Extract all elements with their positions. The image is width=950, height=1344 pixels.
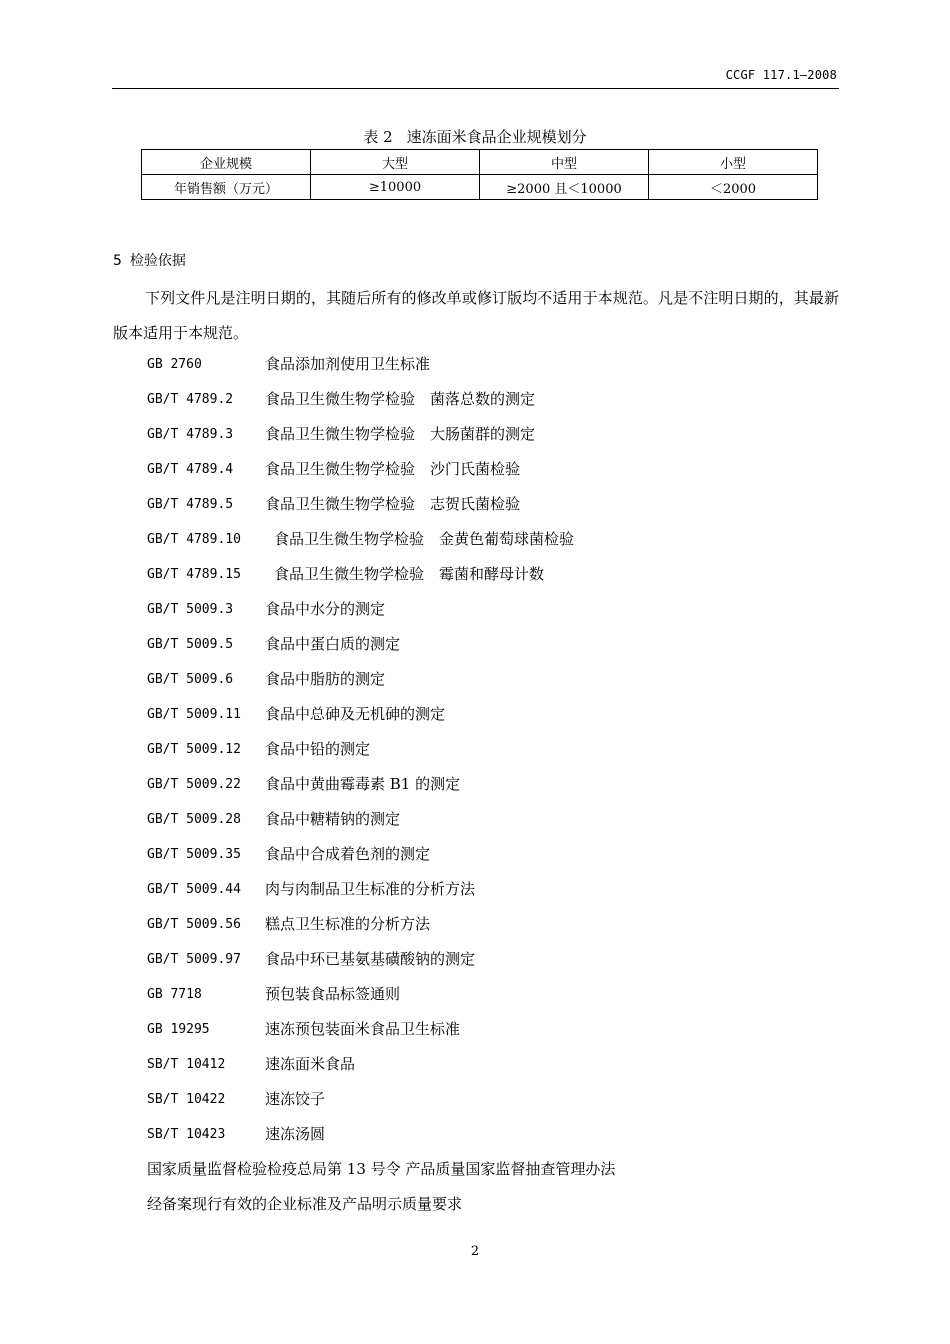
reference-title: 食品中脂肪的测定 — [265, 670, 386, 688]
reference-item — [147, 522, 615, 557]
reference-item — [147, 627, 615, 662]
table-cell: ≥10000 — [311, 175, 480, 200]
reference-item — [147, 382, 615, 417]
reference-item — [147, 452, 615, 487]
reference-item — [147, 767, 615, 802]
reference-title: 食品卫生微生物学检验 沙门氏菌检验 — [265, 460, 521, 478]
reference-title: 食品添加剂使用卫生标准 — [265, 355, 431, 373]
reference-title: 食品卫生微生物学检验 菌落总数的测定 — [265, 390, 536, 408]
table-header-cell: 大型 — [311, 150, 480, 175]
table-caption: 速冻面米食品企业规模划分 — [406, 128, 587, 146]
table-cell: 年销售额（万元） — [142, 175, 311, 200]
section-number: 5 — [113, 253, 122, 269]
reference-code: GB/T 5009.28 — [147, 812, 241, 827]
reference-title: 食品卫生微生物学检验 志贺氏菌检验 — [265, 495, 521, 513]
document-code: CCGF 117.1—2008 — [725, 68, 837, 82]
table-row — [142, 175, 818, 200]
reference-title: 食品卫生微生物学检验 霉菌和酵母计数 — [274, 565, 545, 583]
page-number: 2 — [470, 1244, 480, 1259]
reference-title: 食品卫生微生物学检验 金黄色葡萄球菌检验 — [274, 530, 575, 548]
header-rule — [112, 88, 839, 89]
reference-code: GB/T 4789.3 — [147, 427, 234, 442]
table-header-row — [142, 150, 818, 175]
reference-item — [147, 1012, 615, 1047]
reference-code: GB/T 4789.5 — [147, 497, 234, 512]
reference-code: GB/T 5009.44 — [147, 882, 241, 897]
reference-code: GB/T 5009.56 — [147, 917, 241, 932]
reference-title: 速冻饺子 — [265, 1090, 326, 1108]
reference-title: 食品中水分的测定 — [265, 600, 386, 618]
reference-title: 肉与肉制品卫生标准的分析方法 — [265, 880, 476, 898]
reference-title: 食品中合成着色剂的测定 — [265, 845, 431, 863]
reference-code: GB/T 5009.5 — [147, 637, 234, 652]
reference-item — [147, 417, 615, 452]
reference-item — [147, 837, 615, 872]
reference-code: GB/T 4789.15 — [147, 567, 241, 582]
table-number: 表 2 — [363, 128, 393, 146]
reference-code: GB 19295 — [147, 1022, 210, 1037]
table-header-cell: 企业规模 — [142, 150, 311, 175]
reference-item — [147, 557, 615, 592]
reference-item — [147, 907, 615, 942]
reference-title: 预包装食品标签通则 — [265, 985, 401, 1003]
table-header-cell: 中型 — [480, 150, 649, 175]
reference-code: GB/T 4789.10 — [147, 532, 241, 547]
reference-item — [147, 942, 615, 977]
normative-references-list — [147, 347, 615, 1222]
reference-code: GB/T 5009.22 — [147, 777, 241, 792]
reference-code: GB/T 5009.3 — [147, 602, 234, 617]
reference-item — [147, 732, 615, 767]
section-title: 检验依据 — [129, 253, 186, 269]
section-heading — [113, 250, 186, 270]
reference-title: 国家质量监督检验检疫总局第 13 号令 产品质量国家监督抽查管理办法 — [147, 1160, 616, 1178]
reference-code: GB 2760 — [147, 357, 202, 372]
reference-code: GB/T 4789.2 — [147, 392, 234, 407]
reference-code: GB/T 5009.97 — [147, 952, 241, 967]
enterprise-scale-table — [141, 149, 818, 200]
reference-title: 食品中糖精钠的测定 — [265, 810, 401, 828]
table-title — [0, 126, 950, 147]
reference-title: 速冻汤圆 — [265, 1125, 326, 1143]
reference-title: 食品中蛋白质的测定 — [265, 635, 401, 653]
reference-title: 糕点卫生标准的分析方法 — [265, 915, 431, 933]
reference-item — [147, 1152, 615, 1187]
reference-item — [147, 1117, 615, 1152]
section-intro-paragraph: 下列文件凡是注明日期的，其随后所有的修改单或修订版均不适用于本规范。凡是不注明日期的，其最新版本适用于本规范。 — [113, 289, 839, 342]
reference-code: GB 7718 — [147, 987, 202, 1002]
reference-title: 食品中黄曲霉毒素 B1 的测定 — [265, 775, 461, 793]
reference-item — [147, 1082, 615, 1117]
reference-item — [147, 872, 615, 907]
reference-item — [147, 487, 615, 522]
reference-item — [147, 347, 615, 382]
reference-code: GB/T 5009.35 — [147, 847, 241, 862]
reference-item — [147, 697, 615, 732]
reference-title: 食品中铅的测定 — [265, 740, 371, 758]
reference-item — [147, 592, 615, 627]
reference-title: 速冻预包装面米食品卫生标准 — [265, 1020, 461, 1038]
reference-code: SB/T 10422 — [147, 1092, 226, 1107]
reference-title: 食品中环已基氨基磺酸钠的测定 — [265, 950, 476, 968]
reference-code: GB/T 5009.11 — [147, 707, 241, 722]
reference-code: SB/T 10412 — [147, 1057, 226, 1072]
reference-code: SB/T 10423 — [147, 1127, 226, 1142]
reference-item — [147, 662, 615, 697]
reference-code: GB/T 4789.4 — [147, 462, 234, 477]
reference-code: GB/T 5009.12 — [147, 742, 241, 757]
reference-item — [147, 802, 615, 837]
reference-title: 食品卫生微生物学检验 大肠菌群的测定 — [265, 425, 536, 443]
reference-item — [147, 1187, 615, 1222]
table-cell: ＜2000 — [649, 175, 818, 200]
reference-code: GB/T 5009.6 — [147, 672, 234, 687]
table-header-cell: 小型 — [649, 150, 818, 175]
reference-title: 经备案现行有效的企业标准及产品明示质量要求 — [147, 1195, 463, 1213]
reference-title: 速冻面米食品 — [265, 1055, 356, 1073]
reference-title: 食品中总砷及无机砷的测定 — [265, 705, 446, 723]
table-cell: ≥2000 且＜10000 — [480, 175, 649, 200]
reference-item — [147, 1047, 615, 1082]
reference-item — [147, 977, 615, 1012]
